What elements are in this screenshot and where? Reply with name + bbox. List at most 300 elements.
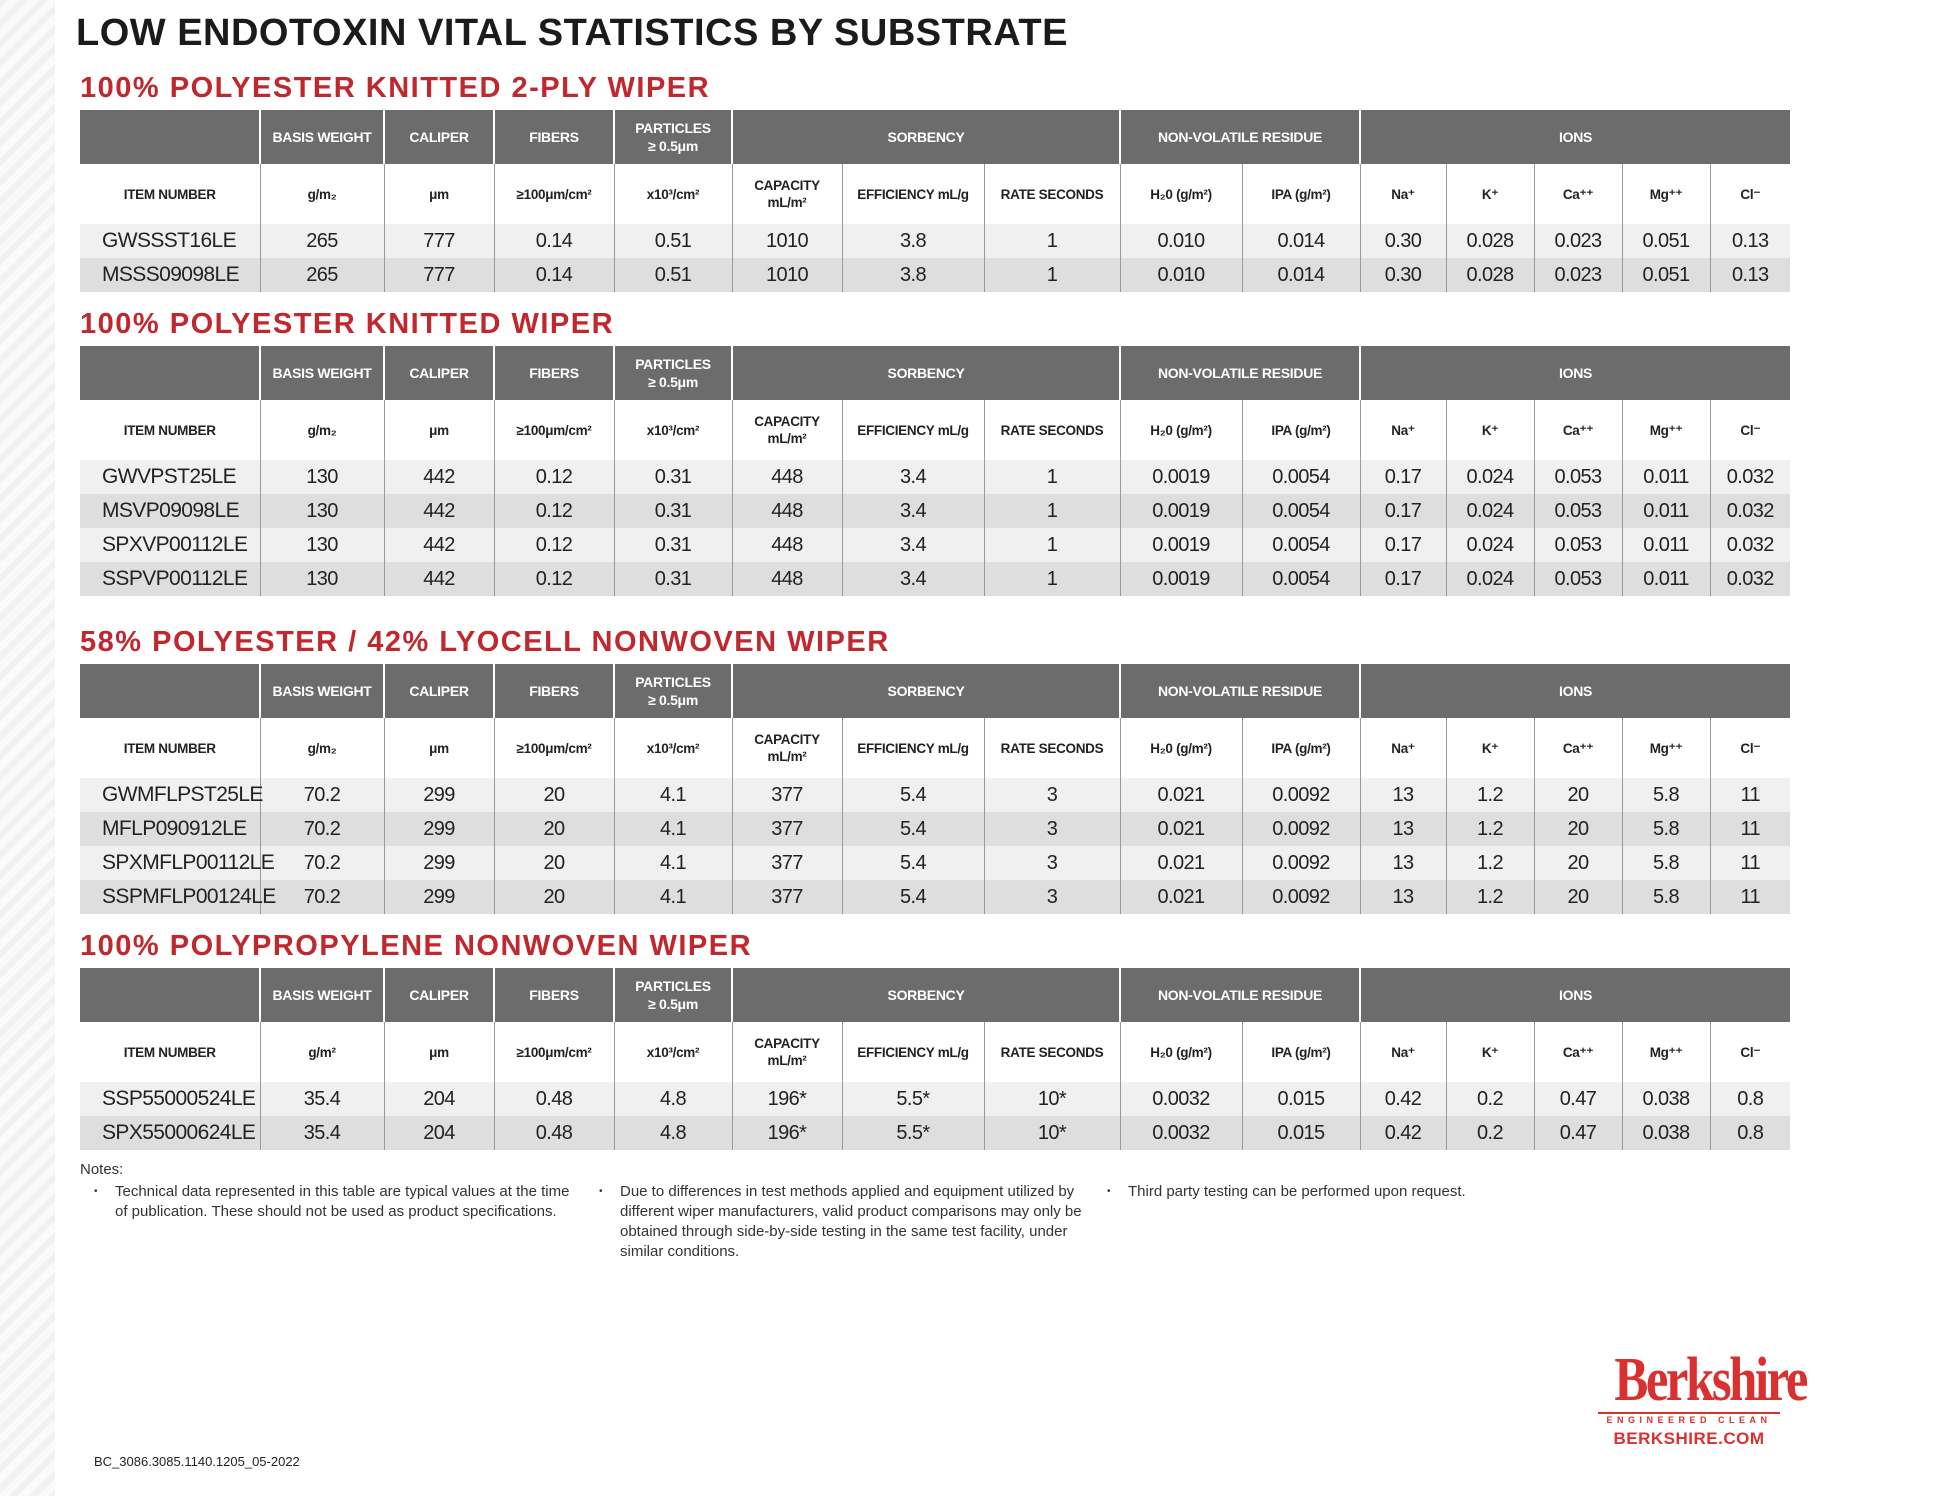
header-basis-weight: BASIS WEIGHT — [260, 110, 384, 164]
header-sorbency: SORBENCY — [732, 110, 1120, 164]
cell-capacity: 196* — [732, 1116, 842, 1150]
unit-magnesium: Mg⁺⁺ — [1622, 400, 1710, 460]
header-particles — [614, 968, 732, 1022]
cell-basis-weight: 130 — [260, 460, 384, 494]
cell-capacity: 377 — [732, 880, 842, 914]
cell-magnesium: 0.011 — [1622, 460, 1710, 494]
cell-item-number: SSPVP00112LE — [80, 562, 260, 596]
cell-efficiency: 5.5* — [842, 1082, 984, 1116]
capacity-label: CAPACITY — [754, 1036, 820, 1051]
cell-efficiency: 3.8 — [842, 224, 984, 258]
cell-h2o-residue: 0.010 — [1120, 258, 1242, 292]
cell-h2o-residue: 0.021 — [1120, 778, 1242, 812]
unit-chloride: Cl⁻ — [1710, 1022, 1790, 1082]
header-particles — [614, 110, 732, 164]
cell-item-number: SPX55000624LE — [80, 1116, 260, 1150]
unit-rate: RATE SECONDS — [984, 164, 1120, 224]
unit-efficiency: EFFICIENCY mL/g — [842, 164, 984, 224]
cell-potassium: 0.028 — [1446, 258, 1534, 292]
unit-particles: x10³/cm² — [614, 1022, 732, 1082]
unit-magnesium: Mg⁺⁺ — [1622, 1022, 1710, 1082]
cell-magnesium: 0.051 — [1622, 258, 1710, 292]
cell-potassium: 0.028 — [1446, 224, 1534, 258]
unit-efficiency: EFFICIENCY mL/g — [842, 400, 984, 460]
header-blank — [80, 346, 260, 400]
spec-table — [80, 664, 1790, 914]
cell-fibers: 0.12 — [494, 494, 614, 528]
document-code: BC_3086.3085.1140.1205_05-2022 — [94, 1454, 300, 1469]
unit-sodium: Na⁺ — [1360, 164, 1446, 224]
cell-fibers: 0.12 — [494, 528, 614, 562]
cell-item-number: MSVP09098LE — [80, 494, 260, 528]
cell-potassium: 0.024 — [1446, 562, 1534, 596]
cell-rate: 10* — [984, 1116, 1120, 1150]
unit-ipa-residue: IPA (g/m²) — [1242, 400, 1360, 460]
unit-item-number: ITEM NUMBER — [80, 164, 260, 224]
spec-table — [80, 110, 1790, 292]
header-non-volatile-residue: NON-VOLATILE RESIDUE — [1120, 664, 1360, 718]
unit-header-row — [80, 400, 1790, 460]
cell-rate: 1 — [984, 460, 1120, 494]
unit-h2o-residue: H₂0 (g/m²) — [1120, 164, 1242, 224]
cell-basis-weight: 130 — [260, 528, 384, 562]
header-ions: IONS — [1360, 968, 1790, 1022]
cell-chloride: 0.032 — [1710, 528, 1790, 562]
particles-label: PARTICLES — [635, 356, 711, 372]
cell-h2o-residue: 0.021 — [1120, 846, 1242, 880]
cell-h2o-residue: 0.0019 — [1120, 562, 1242, 596]
cell-sodium: 0.42 — [1360, 1082, 1446, 1116]
header-particles — [614, 664, 732, 718]
cell-item-number: GWVPST25LE — [80, 460, 260, 494]
cell-sodium: 13 — [1360, 812, 1446, 846]
cell-efficiency: 3.8 — [842, 258, 984, 292]
cell-calcium: 0.47 — [1534, 1116, 1622, 1150]
note-item — [585, 1182, 1093, 1262]
cell-basis-weight: 35.4 — [260, 1116, 384, 1150]
unit-capacity — [732, 1022, 842, 1082]
cell-basis-weight: 70.2 — [260, 812, 384, 846]
particles-size: ≥ 0.5μm — [648, 692, 698, 708]
cell-magnesium: 5.8 — [1622, 812, 1710, 846]
cell-ipa-residue: 0.0092 — [1242, 846, 1360, 880]
unit-sodium: Na⁺ — [1360, 718, 1446, 778]
bullet-icon: • — [94, 1186, 98, 1197]
table-row — [80, 778, 1790, 812]
capacity-label: CAPACITY — [754, 732, 820, 747]
header-sorbency: SORBENCY — [732, 968, 1120, 1022]
unit-efficiency: EFFICIENCY mL/g — [842, 718, 984, 778]
cell-ipa-residue: 0.0054 — [1242, 528, 1360, 562]
cell-ipa-residue: 0.015 — [1242, 1082, 1360, 1116]
cell-potassium: 0.024 — [1446, 460, 1534, 494]
cell-rate: 1 — [984, 494, 1120, 528]
cell-h2o-residue: 0.0019 — [1120, 528, 1242, 562]
cell-potassium: 1.2 — [1446, 880, 1534, 914]
cell-item-number: SSP55000524LE — [80, 1082, 260, 1116]
header-sorbency: SORBENCY — [732, 664, 1120, 718]
cell-rate: 1 — [984, 258, 1120, 292]
note-item — [80, 1182, 585, 1262]
cell-magnesium: 5.8 — [1622, 880, 1710, 914]
cell-fibers: 0.48 — [494, 1082, 614, 1116]
note-item — [1093, 1182, 1543, 1262]
unit-caliper: μm — [384, 1022, 494, 1082]
note-text: Due to differences in test methods applied and equipment utilized by different wiper manufacturers, valid product comparisons may only be obtained through side-by-side testing in the same test facility, under similar conditions. — [620, 1183, 1082, 1260]
cell-sodium: 0.17 — [1360, 460, 1446, 494]
cell-efficiency: 5.4 — [842, 812, 984, 846]
cell-caliper: 299 — [384, 880, 494, 914]
header-basis-weight: BASIS WEIGHT — [260, 346, 384, 400]
cell-capacity: 1010 — [732, 224, 842, 258]
group-header-row — [80, 664, 1790, 718]
header-caliper: CALIPER — [384, 664, 494, 718]
cell-sodium: 13 — [1360, 880, 1446, 914]
cell-item-number: SPXMFLP00112LE — [80, 846, 260, 880]
cell-particles: 0.51 — [614, 224, 732, 258]
cell-item-number: SSPMFLP00124LE — [80, 880, 260, 914]
unit-caliper: μm — [384, 718, 494, 778]
cell-item-number: GWMFLPST25LE — [80, 778, 260, 812]
cell-caliper: 777 — [384, 224, 494, 258]
cell-rate: 1 — [984, 224, 1120, 258]
cell-h2o-residue: 0.0032 — [1120, 1082, 1242, 1116]
unit-calcium: Ca⁺⁺ — [1534, 164, 1622, 224]
cell-caliper: 299 — [384, 812, 494, 846]
cell-particles: 4.1 — [614, 846, 732, 880]
particles-size: ≥ 0.5μm — [648, 138, 698, 154]
unit-header-row — [80, 718, 1790, 778]
cell-caliper: 204 — [384, 1116, 494, 1150]
cell-basis-weight: 265 — [260, 224, 384, 258]
unit-capacity — [732, 400, 842, 460]
cell-capacity: 448 — [732, 460, 842, 494]
cell-capacity: 196* — [732, 1082, 842, 1116]
capacity-label: CAPACITY — [754, 178, 820, 193]
section-lyocell-wiper — [80, 624, 1790, 914]
cell-calcium: 0.053 — [1534, 562, 1622, 596]
cell-magnesium: 0.011 — [1622, 494, 1710, 528]
cell-ipa-residue: 0.014 — [1242, 224, 1360, 258]
cell-capacity: 1010 — [732, 258, 842, 292]
cell-basis-weight: 70.2 — [260, 846, 384, 880]
cell-basis-weight: 70.2 — [260, 778, 384, 812]
cell-calcium: 0.023 — [1534, 258, 1622, 292]
capacity-unit: mL/m² — [767, 749, 807, 764]
cell-capacity: 377 — [732, 778, 842, 812]
cell-magnesium: 5.8 — [1622, 778, 1710, 812]
header-non-volatile-residue: NON-VOLATILE RESIDUE — [1120, 968, 1360, 1022]
cell-efficiency: 3.4 — [842, 494, 984, 528]
unit-potassium: K⁺ — [1446, 400, 1534, 460]
cell-fibers: 20 — [494, 880, 614, 914]
cell-sodium: 0.17 — [1360, 528, 1446, 562]
cell-basis-weight: 35.4 — [260, 1082, 384, 1116]
header-blank — [80, 968, 260, 1022]
cell-calcium: 0.47 — [1534, 1082, 1622, 1116]
cell-potassium: 0.024 — [1446, 494, 1534, 528]
capacity-unit: mL/m² — [767, 1053, 807, 1068]
unit-basis-weight: g/m₂ — [260, 164, 384, 224]
cell-chloride: 11 — [1710, 812, 1790, 846]
unit-header-row — [80, 1022, 1790, 1082]
cell-capacity: 448 — [732, 562, 842, 596]
cell-particles: 0.31 — [614, 460, 732, 494]
note-text: Third party testing can be performed upon request. — [1128, 1183, 1466, 1200]
cell-potassium: 1.2 — [1446, 812, 1534, 846]
section-title: 100% POLYPROPYLENE NONWOVEN WIPER — [80, 930, 753, 962]
cell-ipa-residue: 0.0092 — [1242, 880, 1360, 914]
cell-rate: 3 — [984, 880, 1120, 914]
cell-h2o-residue: 0.010 — [1120, 224, 1242, 258]
cell-caliper: 299 — [384, 846, 494, 880]
cell-particles: 0.31 — [614, 562, 732, 596]
unit-basis-weight: g/m² — [260, 1022, 384, 1082]
cell-rate: 1 — [984, 528, 1120, 562]
cell-chloride: 0.13 — [1710, 224, 1790, 258]
cell-item-number: SPXVP00112LE — [80, 528, 260, 562]
unit-fibers: ≥100μm/cm² — [494, 718, 614, 778]
cell-basis-weight: 70.2 — [260, 880, 384, 914]
cell-potassium: 1.2 — [1446, 778, 1534, 812]
group-header-row — [80, 968, 1790, 1022]
unit-basis-weight: g/m₂ — [260, 718, 384, 778]
cell-particles: 4.8 — [614, 1082, 732, 1116]
unit-caliper: μm — [384, 400, 494, 460]
cell-capacity: 448 — [732, 528, 842, 562]
header-caliper: CALIPER — [384, 110, 494, 164]
header-non-volatile-residue: NON-VOLATILE RESIDUE — [1120, 346, 1360, 400]
header-sorbency: SORBENCY — [732, 346, 1120, 400]
table-row — [80, 1116, 1790, 1150]
table-row — [80, 846, 1790, 880]
cell-potassium: 1.2 — [1446, 846, 1534, 880]
spec-table — [80, 968, 1790, 1150]
cell-item-number: MSSS09098LE — [80, 258, 260, 292]
cell-caliper: 204 — [384, 1082, 494, 1116]
cell-calcium: 0.053 — [1534, 494, 1622, 528]
cell-sodium: 13 — [1360, 846, 1446, 880]
table-row — [80, 562, 1790, 596]
section-title: 100% POLYESTER KNITTED WIPER — [80, 308, 615, 340]
cell-efficiency: 5.4 — [842, 846, 984, 880]
unit-potassium: K⁺ — [1446, 1022, 1534, 1082]
header-caliper: CALIPER — [384, 346, 494, 400]
unit-magnesium: Mg⁺⁺ — [1622, 164, 1710, 224]
cell-ipa-residue: 0.0054 — [1242, 562, 1360, 596]
cell-sodium: 0.42 — [1360, 1116, 1446, 1150]
cell-particles: 0.31 — [614, 494, 732, 528]
unit-chloride: Cl⁻ — [1710, 718, 1790, 778]
cell-caliper: 442 — [384, 562, 494, 596]
unit-sodium: Na⁺ — [1360, 400, 1446, 460]
cell-efficiency: 3.4 — [842, 460, 984, 494]
cell-chloride: 0.13 — [1710, 258, 1790, 292]
cell-h2o-residue: 0.0019 — [1120, 460, 1242, 494]
cell-calcium: 20 — [1534, 880, 1622, 914]
cell-particles: 4.1 — [614, 812, 732, 846]
cell-efficiency: 3.4 — [842, 528, 984, 562]
cell-chloride: 0.8 — [1710, 1116, 1790, 1150]
cell-h2o-residue: 0.0019 — [1120, 494, 1242, 528]
cell-calcium: 20 — [1534, 846, 1622, 880]
unit-magnesium: Mg⁺⁺ — [1622, 718, 1710, 778]
unit-ipa-residue: IPA (g/m²) — [1242, 718, 1360, 778]
unit-ipa-residue: IPA (g/m²) — [1242, 164, 1360, 224]
cell-ipa-residue: 0.0054 — [1242, 460, 1360, 494]
bullet-icon: • — [1107, 1186, 1111, 1197]
berkshire-logo: Berkshire — [1614, 1346, 1806, 1414]
cell-capacity: 448 — [732, 494, 842, 528]
unit-rate: RATE SECONDS — [984, 718, 1120, 778]
notes-label: Notes: — [80, 1161, 124, 1178]
unit-h2o-residue: H₂0 (g/m²) — [1120, 400, 1242, 460]
cell-rate: 1 — [984, 562, 1120, 596]
unit-capacity — [732, 718, 842, 778]
cell-magnesium: 0.038 — [1622, 1082, 1710, 1116]
section-title: 100% POLYESTER KNITTED 2-PLY WIPER — [80, 72, 711, 104]
cell-rate: 3 — [984, 778, 1120, 812]
cell-particles: 0.31 — [614, 528, 732, 562]
header-basis-weight: BASIS WEIGHT — [260, 664, 384, 718]
cell-magnesium: 0.038 — [1622, 1116, 1710, 1150]
header-ions: IONS — [1360, 110, 1790, 164]
unit-h2o-residue: H₂0 (g/m²) — [1120, 1022, 1242, 1082]
unit-h2o-residue: H₂0 (g/m²) — [1120, 718, 1242, 778]
unit-ipa-residue: IPA (g/m²) — [1242, 1022, 1360, 1082]
cell-fibers: 0.12 — [494, 460, 614, 494]
unit-basis-weight: g/m₂ — [260, 400, 384, 460]
header-ions: IONS — [1360, 346, 1790, 400]
brand-url-link[interactable]: BERKSHIRE.COM — [1613, 1429, 1765, 1448]
particles-size: ≥ 0.5μm — [648, 374, 698, 390]
cell-item-number: MFLP090912LE — [80, 812, 260, 846]
cell-chloride: 11 — [1710, 846, 1790, 880]
cell-h2o-residue: 0.021 — [1120, 812, 1242, 846]
cell-ipa-residue: 0.014 — [1242, 258, 1360, 292]
cell-potassium: 0.2 — [1446, 1082, 1534, 1116]
unit-chloride: Cl⁻ — [1710, 400, 1790, 460]
table-row — [80, 258, 1790, 292]
header-fibers: FIBERS — [494, 346, 614, 400]
page-title: LOW ENDOTOXIN VITAL STATISTICS BY SUBSTRATE — [76, 12, 1068, 54]
cell-efficiency: 5.5* — [842, 1116, 984, 1150]
unit-fibers: ≥100μm/cm² — [494, 164, 614, 224]
unit-sodium: Na⁺ — [1360, 1022, 1446, 1082]
header-fibers: FIBERS — [494, 968, 614, 1022]
cell-particles: 4.8 — [614, 1116, 732, 1150]
cell-fibers: 0.12 — [494, 562, 614, 596]
cell-ipa-residue: 0.0092 — [1242, 778, 1360, 812]
cell-particles: 0.51 — [614, 258, 732, 292]
table-row — [80, 224, 1790, 258]
particles-label: PARTICLES — [635, 120, 711, 136]
unit-calcium: Ca⁺⁺ — [1534, 400, 1622, 460]
section-2ply-wiper — [80, 70, 1790, 292]
spec-table — [80, 346, 1790, 596]
cell-potassium: 0.024 — [1446, 528, 1534, 562]
header-particles — [614, 346, 732, 400]
table-row — [80, 494, 1790, 528]
cell-basis-weight: 130 — [260, 562, 384, 596]
cell-magnesium: 0.011 — [1622, 562, 1710, 596]
table-row — [80, 460, 1790, 494]
cell-particles: 4.1 — [614, 778, 732, 812]
cell-magnesium: 0.051 — [1622, 224, 1710, 258]
cell-fibers: 20 — [494, 812, 614, 846]
cell-magnesium: 0.011 — [1622, 528, 1710, 562]
table-row — [80, 812, 1790, 846]
unit-particles: x10³/cm² — [614, 164, 732, 224]
capacity-label: CAPACITY — [754, 414, 820, 429]
table-row — [80, 1082, 1790, 1116]
unit-capacity — [732, 164, 842, 224]
capacity-unit: mL/m² — [767, 195, 807, 210]
cell-chloride: 0.032 — [1710, 460, 1790, 494]
cell-sodium: 0.17 — [1360, 562, 1446, 596]
cell-item-number: GWSSST16LE — [80, 224, 260, 258]
unit-rate: RATE SECONDS — [984, 1022, 1120, 1082]
cell-chloride: 0.8 — [1710, 1082, 1790, 1116]
cell-potassium: 0.2 — [1446, 1116, 1534, 1150]
cell-h2o-residue: 0.021 — [1120, 880, 1242, 914]
unit-potassium: K⁺ — [1446, 164, 1534, 224]
bullet-icon: • — [599, 1186, 603, 1197]
header-blank — [80, 110, 260, 164]
header-fibers: FIBERS — [494, 664, 614, 718]
cell-chloride: 11 — [1710, 778, 1790, 812]
header-caliper: CALIPER — [384, 968, 494, 1022]
cell-caliper: 442 — [384, 494, 494, 528]
group-header-row — [80, 346, 1790, 400]
unit-item-number: ITEM NUMBER — [80, 718, 260, 778]
cell-fibers: 0.14 — [494, 224, 614, 258]
unit-header-row — [80, 164, 1790, 224]
unit-potassium: K⁺ — [1446, 718, 1534, 778]
cell-particles: 4.1 — [614, 880, 732, 914]
header-blank — [80, 664, 260, 718]
particles-label: PARTICLES — [635, 978, 711, 994]
unit-calcium: Ca⁺⁺ — [1534, 718, 1622, 778]
cell-caliper: 442 — [384, 460, 494, 494]
cell-fibers: 20 — [494, 778, 614, 812]
unit-efficiency: EFFICIENCY mL/g — [842, 1022, 984, 1082]
cell-calcium: 20 — [1534, 812, 1622, 846]
cell-efficiency: 5.4 — [842, 880, 984, 914]
cell-calcium: 0.053 — [1534, 528, 1622, 562]
cell-h2o-residue: 0.0032 — [1120, 1116, 1242, 1150]
unit-fibers: ≥100μm/cm² — [494, 1022, 614, 1082]
cell-ipa-residue: 0.0054 — [1242, 494, 1360, 528]
brand-tagline: ENGINEERED CLEAN — [1598, 1412, 1780, 1425]
cell-chloride: 0.032 — [1710, 562, 1790, 596]
cell-chloride: 0.032 — [1710, 494, 1790, 528]
cell-chloride: 11 — [1710, 880, 1790, 914]
cell-fibers: 0.48 — [494, 1116, 614, 1150]
cell-fibers: 20 — [494, 846, 614, 880]
unit-caliper: μm — [384, 164, 494, 224]
particles-label: PARTICLES — [635, 674, 711, 690]
section-title: 58% POLYESTER / 42% LYOCELL NONWOVEN WIPER — [80, 626, 890, 658]
unit-chloride: Cl⁻ — [1710, 164, 1790, 224]
cell-capacity: 377 — [732, 812, 842, 846]
header-fibers: FIBERS — [494, 110, 614, 164]
unit-particles: x10³/cm² — [614, 718, 732, 778]
note-text: Technical data represented in this table are typical values at the time of publication. These should not be used as product specifications. — [115, 1183, 570, 1220]
notes — [80, 1160, 1580, 1262]
cell-basis-weight: 265 — [260, 258, 384, 292]
unit-item-number: ITEM NUMBER — [80, 1022, 260, 1082]
